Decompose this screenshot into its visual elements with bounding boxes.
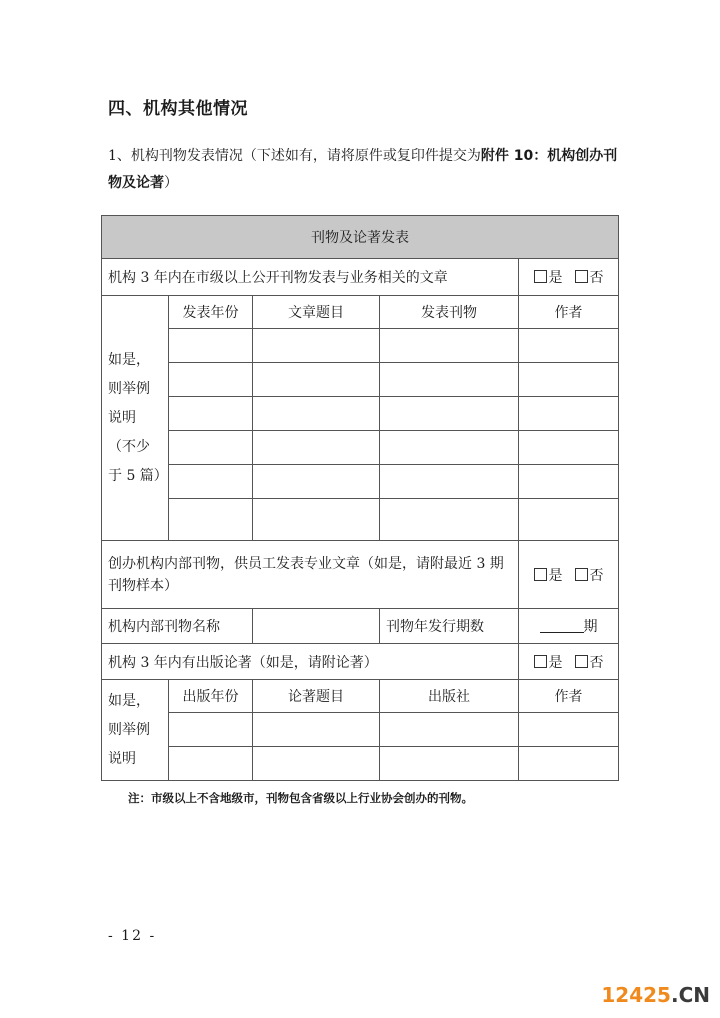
cell[interactable]	[380, 431, 519, 465]
issue-frequency-label: 刊物年发行期数	[380, 609, 519, 644]
cell[interactable]	[380, 329, 519, 363]
table-row	[102, 747, 619, 781]
checkbox-yes[interactable]	[534, 568, 547, 581]
cell[interactable]	[519, 431, 619, 465]
checkbox-no[interactable]	[575, 270, 588, 283]
watermark-part2: .CN	[670, 983, 710, 1007]
row1-yes-no	[519, 259, 619, 296]
table-row	[102, 713, 619, 747]
intro-paragraph	[108, 143, 628, 197]
checkbox-yes[interactable]	[534, 655, 547, 668]
pub-side-label: 如是，则举例说明（不少于 5 篇）	[102, 296, 169, 541]
cell[interactable]	[519, 329, 619, 363]
cell[interactable]	[169, 499, 253, 541]
cell[interactable]	[253, 363, 380, 397]
watermark-logo	[601, 983, 710, 1007]
publications-table	[101, 215, 619, 781]
cell[interactable]	[519, 397, 619, 431]
cell[interactable]	[169, 431, 253, 465]
cell[interactable]	[253, 431, 380, 465]
yes-label: 是	[548, 654, 563, 671]
cell[interactable]	[519, 465, 619, 499]
checkbox-no[interactable]	[575, 568, 588, 581]
table-row	[102, 363, 619, 397]
watermark-part1: 12425	[601, 983, 671, 1007]
intro-attachment: 附件 10：机构创办刊物及论著	[108, 148, 618, 191]
cell[interactable]	[253, 397, 380, 431]
col-author: 作者	[519, 680, 619, 713]
col-publish-year: 出版年份	[169, 680, 253, 713]
cell[interactable]	[519, 499, 619, 541]
table-row	[102, 499, 619, 541]
books-yes-no	[519, 644, 619, 680]
issue-count-blank[interactable]	[540, 618, 584, 633]
cell[interactable]	[169, 397, 253, 431]
table-row	[102, 431, 619, 465]
col-publisher: 出版社	[380, 680, 519, 713]
cell[interactable]	[380, 747, 519, 781]
issue-unit: 期	[583, 619, 598, 635]
cell[interactable]	[380, 363, 519, 397]
table-header: 刊物及论著发表	[102, 216, 619, 259]
intro-prefix: 1、机构刊物发表情况（下述如有，请将原件或复印件提交为	[108, 148, 481, 164]
no-label: 否	[589, 270, 604, 286]
checkbox-yes[interactable]	[534, 270, 547, 283]
no-label: 否	[589, 654, 604, 671]
issue-frequency-field[interactable]	[519, 609, 619, 644]
cell[interactable]	[253, 465, 380, 499]
books-label: 机构 3 年内有出版论著（如是，请附论著）	[102, 644, 519, 680]
col-article-title: 文章题目	[253, 296, 380, 329]
footnote: 注：市级以上不含地级市，刊物包含省级以上行业协会创办的刊物。	[128, 791, 473, 805]
col-author: 作者	[519, 296, 619, 329]
checkbox-no[interactable]	[575, 655, 588, 668]
col-book-title: 论著题目	[253, 680, 380, 713]
cell[interactable]	[519, 713, 619, 747]
internal-journal-label: 创办机构内部刊物，供员工发表专业文章（如是，请附最近 3 期刊物样本）	[102, 541, 519, 609]
row1-label: 机构 3 年内在市级以上公开刊物发表与业务相关的文章	[102, 259, 519, 296]
cell[interactable]	[253, 747, 380, 781]
internal-yes-no	[519, 541, 619, 609]
cell[interactable]	[519, 747, 619, 781]
col-journal: 发表刊物	[380, 296, 519, 329]
page-number: - 12 -	[108, 928, 157, 944]
books-side-label: 如是，则举例说明	[102, 680, 169, 781]
internal-journal-name-label: 机构内部刊物名称	[102, 609, 253, 644]
no-label: 否	[589, 567, 604, 584]
col-publish-year: 发表年份	[169, 296, 253, 329]
cell[interactable]	[253, 329, 380, 363]
section-title: 四、机构其他情况	[108, 99, 248, 119]
cell[interactable]	[169, 465, 253, 499]
cell[interactable]	[380, 465, 519, 499]
cell[interactable]	[380, 713, 519, 747]
cell[interactable]	[253, 713, 380, 747]
intro-suffix: ）	[164, 175, 178, 191]
cell[interactable]	[169, 713, 253, 747]
yes-label: 是	[548, 567, 563, 584]
cell[interactable]	[380, 397, 519, 431]
cell[interactable]	[380, 499, 519, 541]
table-row	[102, 397, 619, 431]
cell[interactable]	[169, 329, 253, 363]
cell[interactable]	[169, 363, 253, 397]
cell[interactable]	[519, 363, 619, 397]
internal-journal-name-field[interactable]	[253, 609, 380, 644]
cell[interactable]	[169, 747, 253, 781]
table-row	[102, 465, 619, 499]
cell[interactable]	[253, 499, 380, 541]
table-row	[102, 329, 619, 363]
yes-label: 是	[548, 270, 563, 286]
